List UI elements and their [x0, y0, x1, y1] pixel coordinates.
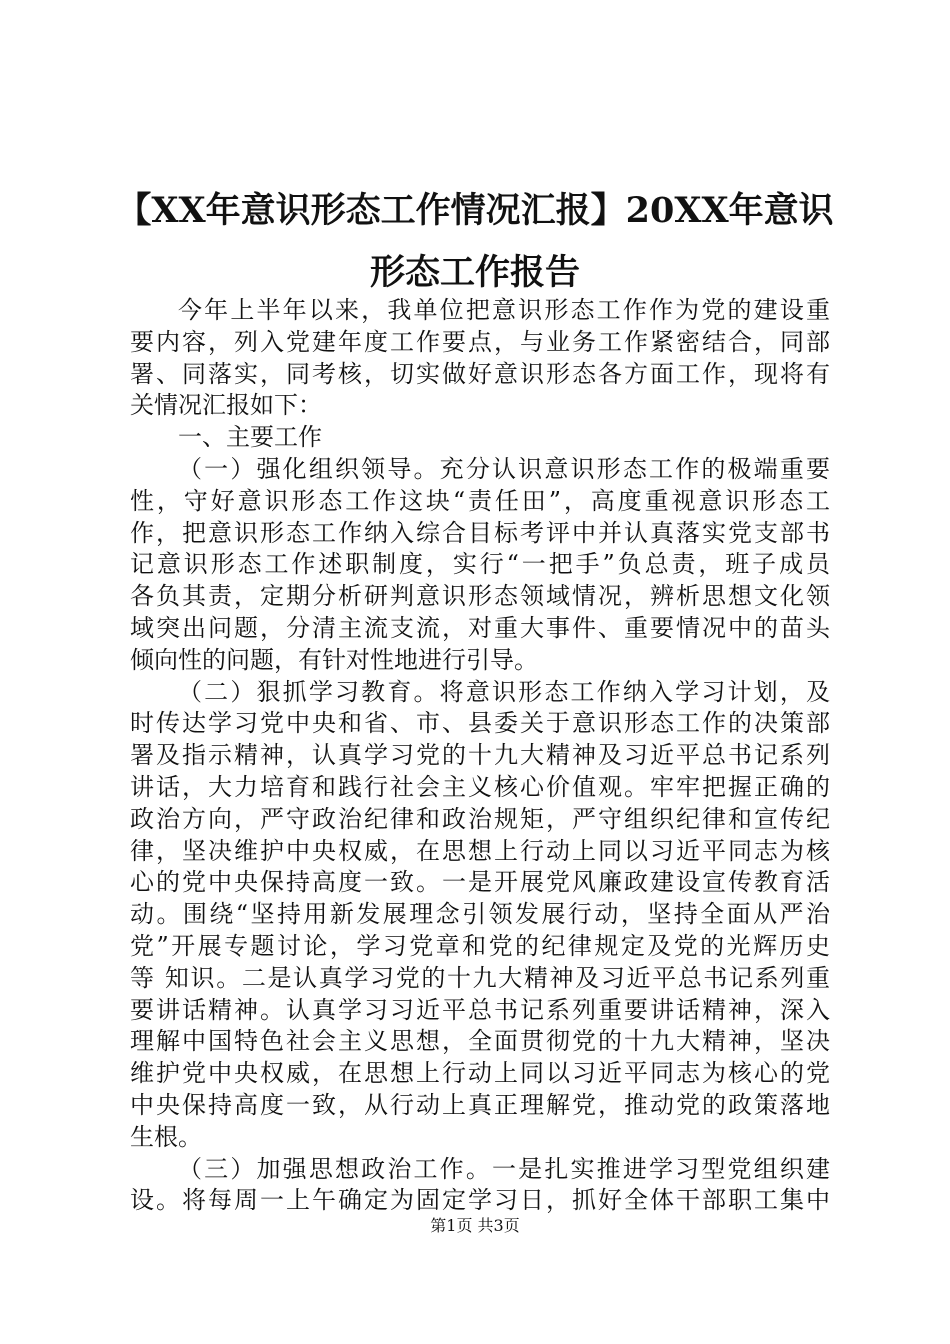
body-text-line: 各负其责，定期分析研判意识形态领域情况，辨析思想文化领 [130, 582, 830, 611]
document-body [130, 295, 830, 1217]
body-text-line: （二）狠抓学习教育。将意识形态工作纳入学习计划，及 [178, 677, 830, 706]
body-text-line: 署、同落实，同考核，切实做好意识形态各方面工作，现将有 [130, 359, 830, 388]
body-text-line: 等 知识。二是认真学习党的十九大精神及习近平总书记系列重 [130, 963, 830, 992]
body-text-line: 动。围绕“坚持用新发展理念引领发展行动，坚持全面从严治 [130, 900, 830, 929]
body-text-line: 心的党中央保持高度一致。一是开展党风廉政建设宣传教育活 [130, 868, 830, 897]
body-text-line: 设。将每周一上午确定为固定学习日，抓好全体干部职工集中 [130, 1186, 830, 1215]
body-text-line: 作，把意识形态工作纳入综合目标考评中并认真落实党支部书 [130, 518, 830, 547]
page-footer: 第1页 共3页 [430, 1216, 520, 1235]
document-title-line-2: 形态工作报告 [369, 252, 580, 293]
body-text-line: 一、主要工作 [178, 423, 322, 452]
body-text-line: 倾向性的问题，有针对性地进行引导。 [130, 645, 538, 674]
body-text-line: 理解中国特色社会主义思想，全面贯彻党的十九大精神，坚决 [130, 1027, 830, 1056]
body-text-line: 要内容，列入党建年度工作要点，与业务工作紧密结合，同部 [130, 327, 830, 356]
body-text-line: 生根。 [130, 1122, 202, 1151]
body-text-line: 维护党中央权威，在思想上行动上同以习近平同志为核心的党 [130, 1059, 830, 1088]
body-text-line: 性，守好意识形态工作这块“责任田”，高度重视意识形态工 [130, 486, 830, 515]
body-text-line: 中央保持高度一致，从行动上真正理解党，推动党的政策落地 [130, 1090, 830, 1119]
document-title-line-1: 【XX年意识形态工作情况汇报】20XX年意识 [116, 190, 834, 231]
body-text-line: 域突出问题，分清主流支流，对重大事件、重要情况中的苗头 [130, 613, 830, 642]
body-text-line: 党”开展专题讨论，学习党章和党的纪律规定及党的光辉历史 [130, 931, 830, 960]
body-text-line: 时传达学习党中央和省、市、县委关于意识形态工作的决策部 [130, 709, 830, 738]
body-text-line: 今年上半年以来，我单位把意识形态工作作为党的建设重 [178, 296, 830, 324]
body-text-line: 律，坚决维护中央权威，在思想上行动上同以习近平同志为核 [130, 836, 830, 865]
body-text-line: 署及指示精神，认真学习党的十九大精神及习近平总书记系列 [130, 741, 830, 770]
body-text-line: （一）强化组织领导。充分认识意识形态工作的极端重要 [178, 454, 830, 483]
body-text-line: （三）加强思想政治工作。一是扎实推进学习型党组织建 [178, 1154, 830, 1183]
body-text-line: 讲话，大力培育和践行社会主义核心价值观。牢牢把握正确的 [130, 772, 830, 801]
body-text-line: 政治方向，严守政治纪律和政治规矩，严守组织纪律和宣传纪 [130, 804, 830, 833]
body-text-line: 要讲话精神。认真学习习近平总书记系列重要讲话精神，深入 [130, 995, 830, 1024]
body-text-line: 记意识形态工作述职制度，实行“一把手”负总责，班子成员 [130, 550, 830, 579]
body-text-line: 关情况汇报如下： [130, 391, 322, 420]
